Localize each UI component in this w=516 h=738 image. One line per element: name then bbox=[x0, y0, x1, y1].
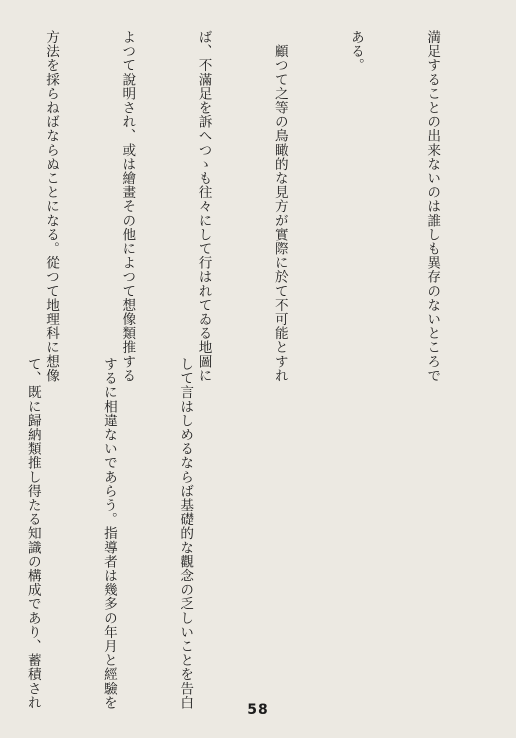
text-column-left bbox=[20, 357, 248, 710]
text-line: して言はしめるならば基礎的な觀念の乏しいことを告白 bbox=[177, 357, 194, 710]
text-line: 満足することの出来ないのは誰しも異存のないところで bbox=[424, 30, 441, 383]
text-line: するに相違ないであらう。指導者は幾多の年月と經驗を bbox=[100, 357, 117, 710]
text-line: 方法を採らねばならぬことになる。從つて地理科に想像 bbox=[43, 30, 60, 383]
page-number: 58 bbox=[247, 702, 269, 718]
text-line: よつて說明され、或は繪畫その他によつて想像類推する bbox=[119, 30, 136, 383]
text-line: ある。 bbox=[347, 30, 364, 73]
text-line: ば、不滿足を訴へつゝも往々にして行はれてゐる地圖に bbox=[195, 30, 212, 383]
text-line: 顧つて之等の鳥瞰的な見方が實際に於て不可能とすれ bbox=[271, 30, 288, 383]
text-line: て、既に歸納類推し得たる知識の構成であり、蓄積され bbox=[24, 357, 41, 710]
